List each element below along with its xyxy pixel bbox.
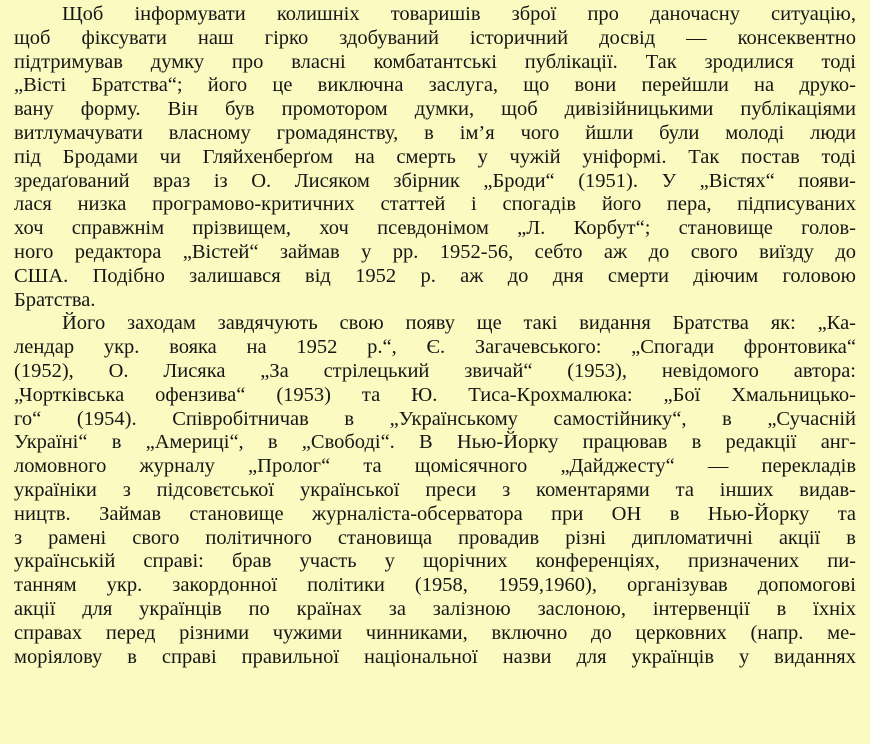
text-line: Його заходам завдячують свою появу ще такі видання Братства як: „Ка- [62,312,856,335]
text-line: го“ (1954). Співробітничав в „Українському самостійнику“, в „Сучасній [14,407,856,430]
text-line: акції для українців по країнах за залізною заслоною, інтервенції в їхніх [14,597,856,620]
paragraph-2 [14,312,856,669]
text-line: хоч справжнім прізвищем, хоч псевдонімом „Л. Корбут“; становище голов- [14,217,856,240]
text-line: під Бродами чи Гляйхенберґом на смерть у чужій уніформі. Так постав тоді [14,145,856,168]
text-line: „Чортківська офензива“ (1953) та Ю. Тиса-Крохмалюка: „Бої Хмальницько- [14,383,856,406]
text-line: Щоб інформувати колишніх товаришів зброї про даночасну ситуацію, [62,3,856,25]
paragraph-1 [14,3,856,312]
text-line: зредаґований враз із О. Лисяком збірник „Броди“ (1951). У „Вістях“ появи- [14,169,856,192]
text-line: підтримував думку про власні комбатантські публікації. Так зродилися тоді [14,50,856,73]
text-line: з рамені свого політичного становища провадив різні дипломатичні акції в [14,526,856,549]
text-line: щоб фіксувати наш гірко здобуваний історичний досвід — консеквентно [14,26,856,49]
text-line: танням укр. закордонної політики (1958, 1959,1960), організував допомогові [14,574,856,597]
text-line: „Вісті Братства“; його це виключна заслуга, що вони перейшли на друко- [14,74,856,97]
text-line: моріялову в справі правильної національної назви для українців у виданнях [14,645,856,668]
text-line: США. Подібно залишався від 1952 р. аж до дня смерти діючим головою [14,264,856,287]
text-line: Україні“ в „Америці“, в „Свободі“. В Нью-Йорку працював в редакції анг- [14,431,856,454]
text-line: справах перед різними чужими чинниками, включно до церковних (напр. ме- [14,621,856,644]
text-line: лася низка програмово-критичних статтей і спогадів його пера, підписуваних [14,193,856,216]
text-line: ного редактора „Вістей“ займав у рр. 1952-56, себто аж до свого виїзду до [14,240,856,263]
text-line: витлумачувати власному громадянству, в ім’я чого йшли були молоді люди [14,121,856,144]
text-line: ломовного журналу „Пролог“ та щомісячного „Дайджесту“ — перекладів [14,455,856,478]
text-line: Братства. [14,288,96,311]
text-line: вану форму. Він був промотором думки, щоб дивізійницькими публікаціями [14,98,856,121]
text-line: (1952), О. Лисяка „За стрілецький звичай“ (1953), невідомого автора: [14,359,856,382]
text-line: українській справі: брав участь у щорічних конференціях, призначених пи- [14,550,856,573]
text-line: ництв. Займав становище журналіста-обсерватора при ОН в Нью-Йорку та [14,502,856,525]
text-line: україніки з підсовєтської української преси з коментарями та інших видав- [14,478,856,501]
text-line: лендар укр. вояка на 1952 р.“, Є. Загачевського: „Спогади фронтовика“ [14,336,856,359]
